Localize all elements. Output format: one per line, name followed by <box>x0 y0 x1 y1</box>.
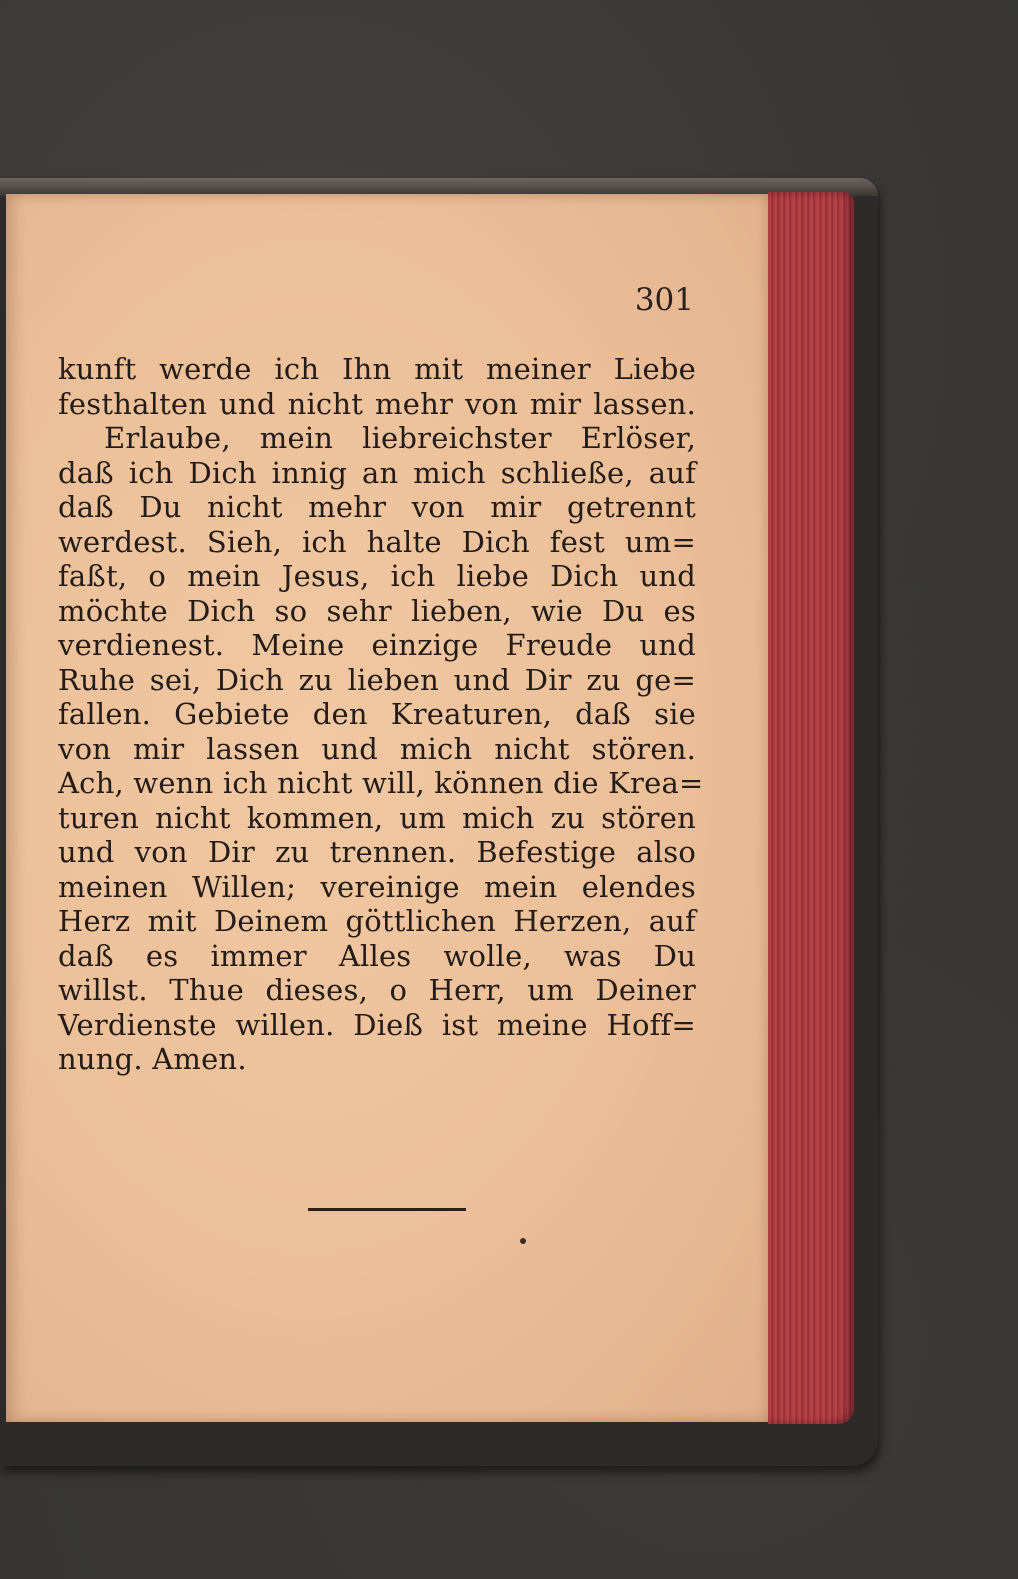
text-line: Verdienste willen. Dieß ist meine Hoff= <box>58 1007 696 1042</box>
text-line: und von Dir zu trennen. Befestige also <box>58 835 696 869</box>
text-line: fallen. Gebiete den Kreaturen, daß sie <box>58 697 696 731</box>
page-edges <box>768 192 854 1424</box>
text-line: willst. Thue dieses, o Herr, um Deiner <box>58 973 696 1007</box>
section-divider-rule <box>308 1208 466 1211</box>
text-line: Erlaube, mein liebreichster Erlöser, <box>104 421 696 455</box>
text-line: Ruhe sei, Dich zu lieben und Dir zu ge= <box>58 662 696 697</box>
text-line: Ach, wenn ich nicht will, können die Krea= <box>58 766 704 800</box>
text-line: möchte Dich so sehr lieben, wie Du es <box>58 593 696 628</box>
text-line: daß Du nicht mehr von mir getrennt <box>58 490 696 524</box>
text-line: daß es immer Alles wolle, was Du <box>58 938 696 973</box>
text-line: kunft werde ich Ihn mit meiner Liebe <box>58 352 696 386</box>
ink-speck <box>520 1238 526 1244</box>
text-line: werdest. Sieh, ich halte Dich fest um= <box>58 524 696 559</box>
text-line: meinen Willen; vereinige mein elendes <box>58 869 696 904</box>
page-number: 301 <box>634 282 694 318</box>
text-line: von mir lassen und mich nicht stören. <box>58 731 696 766</box>
text-line: nung. Amen. <box>58 1042 247 1076</box>
text-line: turen nicht kommen, um mich zu stören <box>58 800 696 835</box>
text-line: Herz mit Deinem göttlichen Herzen, auf <box>58 904 696 938</box>
text-line: verdienest. Meine einzige Freude und <box>58 628 696 662</box>
text-line: festhalten und nicht mehr von mir lassen. <box>58 386 696 421</box>
text-line: daß ich Dich innig an mich schließe, auf <box>58 455 696 490</box>
page-text <box>58 352 704 1077</box>
text-line: faßt, o mein Jesus, ich liebe Dich und <box>58 559 696 593</box>
